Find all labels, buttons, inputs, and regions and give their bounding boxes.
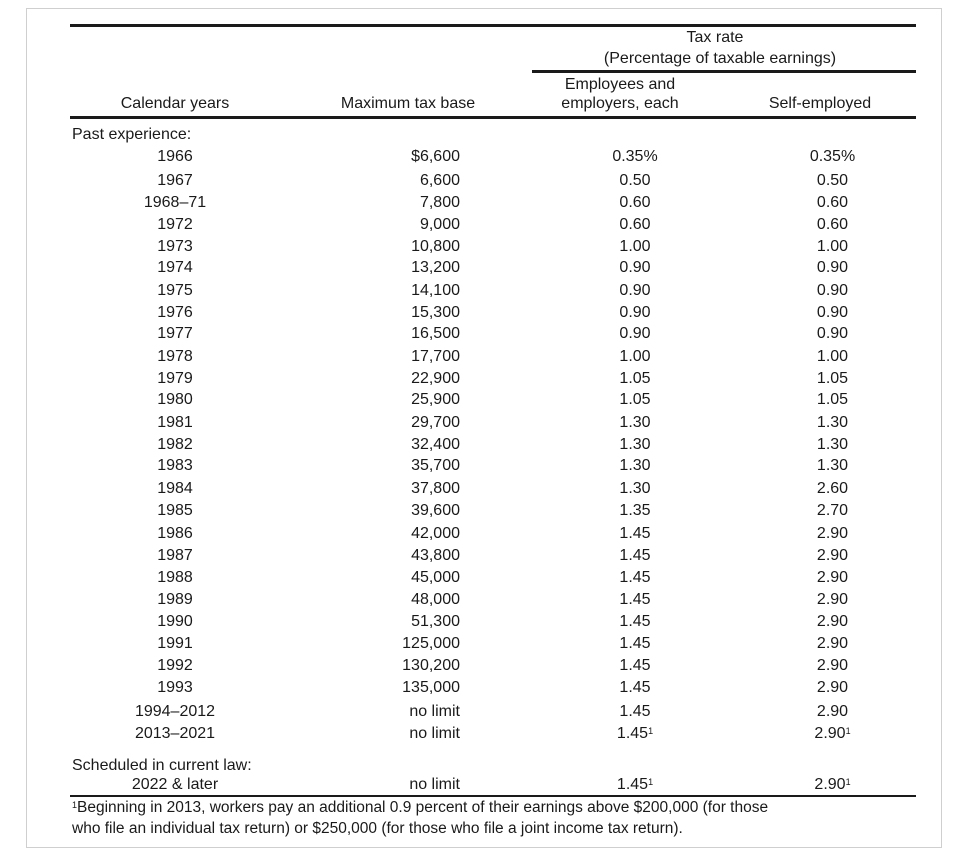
base-cell: 130,200 — [402, 657, 460, 674]
employee-rate-cell: 1.35 — [619, 502, 651, 519]
employees-heading-line2: employers, each — [561, 95, 679, 112]
year-cell: 1966 — [157, 148, 193, 165]
employee-rate-cell: 1.45 — [619, 679, 651, 696]
base-cell: 13,200 — [411, 259, 460, 276]
self-rate-cell: 2.60 — [816, 480, 849, 497]
max-tax-base-heading: Maximum tax base — [340, 95, 476, 112]
base-cell: no limit — [409, 703, 460, 720]
self-rate-cell: 2.90 — [816, 635, 849, 652]
employee-rate-cell: 1.45 — [619, 703, 651, 720]
base-cell: 32,400 — [411, 436, 460, 453]
year-cell: 1989 — [157, 591, 193, 608]
self-rate-cell: 0.90 — [816, 259, 849, 276]
self-rate-cell: 0.90 — [816, 282, 849, 299]
self-rate-cell: 2.90 — [816, 657, 849, 674]
table-row — [0, 391, 975, 413]
year-cell: 1981 — [157, 414, 193, 431]
base-cell: 7,800 — [419, 194, 460, 211]
table-row — [0, 457, 975, 479]
base-cell: 9,000 — [419, 216, 460, 233]
year-cell: 1987 — [157, 547, 193, 564]
employee-rate-cell: 0.60 — [619, 216, 651, 233]
employee-rate-cell: 1.45$^1$ — [616, 725, 654, 742]
table-row — [0, 216, 975, 238]
employee-rate-cell: 1.45 — [619, 569, 651, 586]
self-rate-cell: 2.90 — [816, 525, 849, 542]
percentage-heading: (Percentage of taxable earnings) — [603, 50, 837, 67]
year-cell: 1994–2012 — [134, 703, 216, 720]
table-row — [0, 525, 975, 547]
tax-rate-rule — [532, 70, 916, 73]
employee-rate-cell: 1.30 — [619, 480, 651, 497]
year-cell: 1975 — [157, 282, 193, 299]
base-cell: $6,600 — [411, 148, 460, 165]
footnote-marker: 1 — [845, 777, 851, 787]
self-rate-cell: 1.00 — [816, 348, 849, 365]
base-cell: no limit — [409, 776, 460, 793]
year-cell: 1978 — [157, 348, 193, 365]
base-cell: 14,100 — [411, 282, 460, 299]
employee-rate-cell: 1.30 — [619, 414, 651, 431]
year-cell: 1982 — [157, 436, 193, 453]
table-row — [0, 282, 975, 304]
employee-rate-cell: 1.45 — [619, 613, 651, 630]
year-cell: 1977 — [157, 325, 193, 342]
footnote-line-1 — [72, 799, 768, 817]
table-row — [0, 679, 975, 701]
table-row — [0, 325, 975, 347]
self-rate-cell: 1.30 — [816, 414, 849, 431]
footnote-marker: 1 — [845, 726, 851, 736]
self-rate-cell: 0.60 — [816, 194, 849, 211]
year-cell: 2022 & later — [131, 776, 219, 793]
footnote-marker: 1 — [648, 726, 654, 736]
self-rate-cell: 0.90 — [816, 304, 849, 321]
table-row — [0, 547, 975, 569]
table-row — [0, 613, 975, 635]
calendar-years-heading: Calendar years — [120, 95, 230, 112]
employee-rate-cell: 1.05 — [619, 370, 651, 387]
employee-rate-cell: 1.45 — [619, 635, 651, 652]
self-rate-cell: 1.05 — [816, 370, 849, 387]
base-cell: 125,000 — [402, 635, 460, 652]
employee-rate-cell: 1.30 — [619, 436, 651, 453]
table-row — [0, 172, 975, 194]
self-rate-cell: 2.90 — [816, 569, 849, 586]
table-row — [0, 502, 975, 524]
self-rate-cell: 2.90$^1$ — [814, 776, 851, 793]
table-row — [0, 370, 975, 392]
table-row — [0, 480, 975, 502]
self-rate-cell: 1.05 — [816, 391, 849, 408]
self-rate-cell: 1.00 — [816, 238, 849, 255]
table-row — [0, 414, 975, 436]
employees-heading-line1: Employees and — [564, 76, 676, 93]
employee-rate-cell: 0.90 — [619, 282, 651, 299]
year-cell: 1968–71 — [143, 194, 207, 211]
employee-rate-cell: 1.45 — [619, 591, 651, 608]
base-cell: 17,700 — [411, 348, 460, 365]
section-scheduled: Scheduled in current law: — [72, 757, 252, 774]
base-cell: 43,800 — [411, 547, 460, 564]
employee-rate-cell: 1.00 — [619, 238, 651, 255]
table-row — [0, 194, 975, 216]
year-cell: 1979 — [157, 370, 193, 387]
table-row — [0, 436, 975, 458]
employee-rate-cell: 0.90 — [619, 304, 651, 321]
year-cell: 1980 — [157, 391, 193, 408]
year-cell: 1986 — [157, 525, 193, 542]
self-rate-cell: 0.60 — [816, 216, 849, 233]
base-cell: 37,800 — [411, 480, 460, 497]
self-rate-cell: 2.90$^1$ — [814, 725, 851, 742]
self-rate-cell: 1.30 — [816, 436, 849, 453]
employee-rate-cell: 0.50 — [619, 172, 651, 189]
bottom-rule — [70, 795, 916, 797]
base-cell: 6,600 — [419, 172, 460, 189]
base-cell: 39,600 — [411, 502, 460, 519]
self-rate-cell: 2.70 — [816, 502, 849, 519]
year-cell: 1974 — [157, 259, 193, 276]
self-rate-cell: 0.50 — [816, 172, 849, 189]
base-cell: 135,000 — [402, 679, 460, 696]
base-cell: 29,700 — [411, 414, 460, 431]
employee-rate-cell: 0.90 — [619, 325, 651, 342]
employee-rate-cell: 1.45$^1$ — [616, 776, 654, 793]
table-row — [0, 304, 975, 326]
base-cell: 51,300 — [411, 613, 460, 630]
self-rate-cell: 1.30 — [816, 457, 849, 474]
employee-rate-cell: 1.05 — [619, 391, 651, 408]
table-row — [0, 348, 975, 370]
employee-rate-cell: 1.30 — [619, 457, 651, 474]
year-cell: 1983 — [157, 457, 193, 474]
table-row — [0, 569, 975, 591]
table-row — [0, 148, 975, 170]
base-cell: 42,000 — [411, 525, 460, 542]
tax-rate-heading: Tax rate — [686, 29, 744, 46]
employee-rate-cell: 0.35% — [612, 148, 658, 165]
employee-rate-cell: 1.00 — [619, 348, 651, 365]
base-cell: 15,300 — [411, 304, 460, 321]
footnote-text-1: Beginning in 2013, workers pay an additional 0.9 percent of their earnings above $200,000 (for those — [77, 799, 769, 816]
base-cell: 48,000 — [411, 591, 460, 608]
year-cell: 1990 — [157, 613, 193, 630]
top-rule — [70, 24, 916, 27]
table-row — [0, 725, 975, 747]
table-row — [0, 259, 975, 281]
year-cell: 1993 — [157, 679, 193, 696]
year-cell: 1988 — [157, 569, 193, 586]
base-cell: 45,000 — [411, 569, 460, 586]
footnote-mark: 1 — [72, 800, 78, 810]
table-row — [0, 591, 975, 613]
self-rate-cell: 2.90 — [816, 547, 849, 564]
employee-rate-cell: 1.45 — [619, 547, 651, 564]
base-cell: 16,500 — [411, 325, 460, 342]
table-row — [0, 703, 975, 725]
year-cell: 1991 — [157, 635, 193, 652]
self-rate-cell: 2.90 — [816, 703, 849, 720]
employee-rate-cell: 0.90 — [619, 259, 651, 276]
employee-rate-cell: 1.45 — [619, 657, 651, 674]
section-past-experience: Past experience: — [72, 126, 192, 143]
year-cell: 1992 — [157, 657, 193, 674]
year-cell: 1976 — [157, 304, 193, 321]
base-cell: 22,900 — [411, 370, 460, 387]
year-cell: 1967 — [157, 172, 193, 189]
self-rate-cell: 2.90 — [816, 679, 849, 696]
year-cell: 1984 — [157, 480, 193, 497]
year-cell: 1973 — [157, 238, 193, 255]
header-rule — [70, 116, 916, 119]
base-cell: no limit — [409, 725, 460, 742]
footnote-marker: 1 — [648, 777, 654, 787]
year-cell: 1985 — [157, 502, 193, 519]
table-row — [0, 238, 975, 260]
table-row — [0, 657, 975, 679]
self-rate-cell: 0.90 — [816, 325, 849, 342]
base-cell: 35,700 — [411, 457, 460, 474]
base-cell: 10,800 — [411, 238, 460, 255]
employee-rate-cell: 1.45 — [619, 525, 651, 542]
table-row — [0, 635, 975, 657]
base-cell: 25,900 — [411, 391, 460, 408]
year-cell: 1972 — [157, 216, 193, 233]
self-rate-cell: 2.90 — [816, 613, 849, 630]
self-rate-cell: 0.35% — [809, 148, 856, 165]
employee-rate-cell: 0.60 — [619, 194, 651, 211]
self-employed-heading: Self-employed — [768, 95, 872, 112]
year-cell: 2013–2021 — [134, 725, 216, 742]
self-rate-cell: 2.90 — [816, 591, 849, 608]
footnote-line-2: who file an individual tax return) or $250,000 (for those who file a joint income tax return). — [72, 820, 683, 837]
